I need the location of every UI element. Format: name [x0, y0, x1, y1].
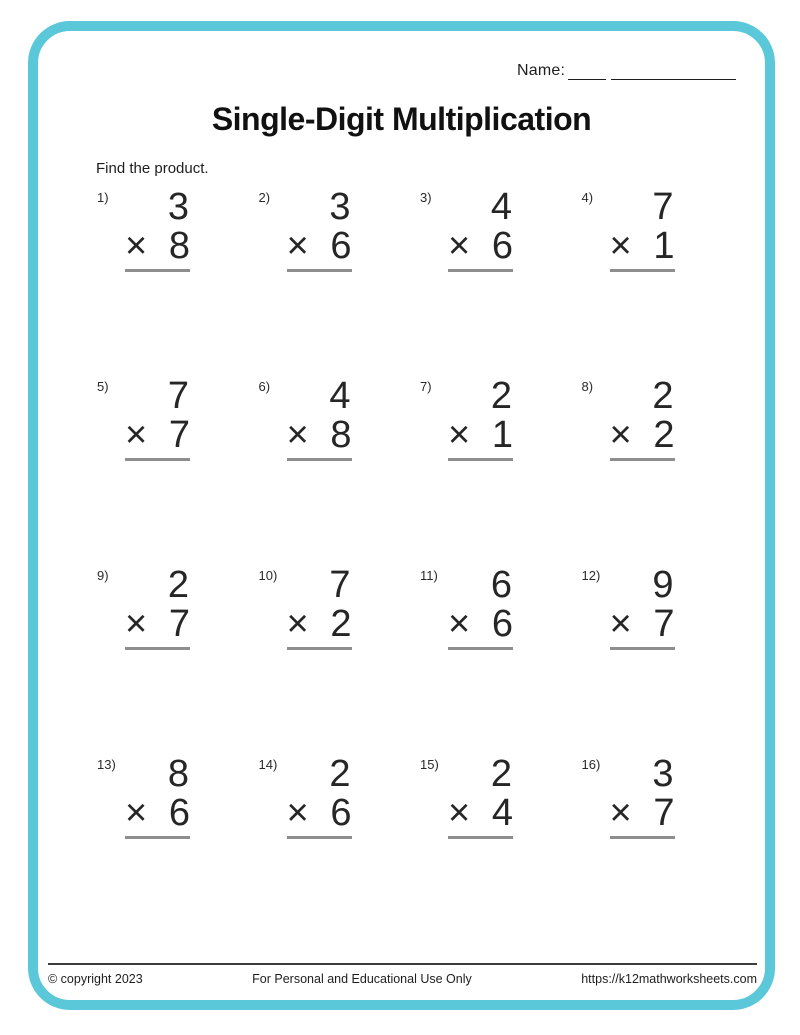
multiply-icon: ×: [609, 603, 632, 645]
multiply-icon: ×: [286, 603, 309, 645]
problem-number: 12): [581, 568, 601, 583]
multiply-icon: ×: [448, 414, 471, 456]
multiplicand: 7: [167, 375, 189, 417]
multiplicand: 2: [652, 375, 674, 417]
name-line: [568, 61, 606, 80]
page-title: Single-Digit Multiplication: [211, 101, 592, 137]
problem-number: 8): [581, 379, 594, 394]
multiplier: 2: [653, 414, 675, 456]
multiplicand: 9: [652, 564, 674, 606]
problem-number: 9): [97, 568, 109, 583]
multiplier: 6: [168, 792, 190, 834]
problem-number: 13): [97, 757, 116, 772]
site-url[interactable]: https://k12mathworksheets.com: [581, 972, 757, 986]
problem-number: 5): [97, 379, 109, 394]
multiplier: 7: [168, 603, 190, 645]
footer-rule: [48, 972, 757, 986]
problem-cell: [582, 186, 744, 375]
multiplier: 2: [330, 603, 352, 645]
problem-number: 4): [581, 190, 594, 205]
problem-cell: [97, 753, 259, 942]
multiplicand: 3: [652, 753, 674, 795]
multiply-icon: ×: [609, 792, 632, 834]
problem-number: 16): [581, 757, 601, 772]
multiplier: 8: [330, 414, 352, 456]
answer-line: [125, 458, 190, 461]
problem-cell: [97, 564, 259, 753]
problem-number: 11): [420, 568, 438, 583]
answer-line: [287, 836, 352, 839]
multiplier: 6: [330, 792, 352, 834]
answer-line: [448, 269, 513, 272]
problem-cell: [420, 753, 582, 942]
answer-line: [125, 836, 190, 839]
problem-number: 15): [420, 757, 439, 772]
name-field: [517, 58, 736, 80]
multiplicand: 3: [329, 186, 351, 228]
multiplier: 7: [653, 792, 675, 834]
problem-cell: [420, 564, 582, 753]
multiply-icon: ×: [125, 792, 148, 834]
multiplicand: 3: [167, 186, 189, 228]
answer-line: [610, 458, 675, 461]
instruction-text: Find the product.: [96, 160, 209, 177]
footer: [48, 963, 757, 986]
problem-number: 1): [97, 190, 109, 205]
multiplicand: 8: [167, 753, 189, 795]
answer-line: [448, 458, 513, 461]
multiply-icon: ×: [286, 792, 309, 834]
multiplicand: 2: [329, 753, 351, 795]
multiplier: 7: [653, 603, 675, 645]
answer-line: [287, 647, 352, 650]
problem-number: 7): [420, 379, 432, 394]
answer-line: [448, 836, 513, 839]
problem-cell: [259, 753, 421, 942]
multiply-icon: ×: [448, 603, 471, 645]
multiplier: 6: [491, 225, 513, 267]
multiply-icon: ×: [609, 225, 632, 267]
problem-number: 3): [420, 190, 432, 205]
multiplicand: 4: [329, 375, 351, 417]
problem-cell: [582, 753, 744, 942]
multiply-icon: ×: [125, 414, 148, 456]
problem-cell: [420, 375, 582, 564]
name-label: Name:: [517, 62, 566, 79]
multiplicand: 2: [490, 375, 512, 417]
multiplier: 1: [491, 414, 513, 456]
answer-line: [610, 836, 675, 839]
copyright-text: © copyright 2023: [48, 972, 143, 986]
multiplier: 8: [168, 225, 190, 267]
problem-number: 6): [258, 379, 271, 394]
problem-number: 14): [258, 757, 278, 772]
problem-cell: [582, 375, 744, 564]
answer-line: [125, 647, 190, 650]
multiply-icon: ×: [448, 225, 471, 267]
problem-cell: [97, 186, 259, 375]
multiplier: 7: [168, 414, 190, 456]
multiplier: 1: [653, 225, 675, 267]
name-line: [611, 61, 736, 80]
problem-cell: [259, 186, 421, 375]
problem-cell: [420, 186, 582, 375]
problem-cell: [259, 375, 421, 564]
problem-cell: [259, 564, 421, 753]
multiplicand: 6: [490, 564, 512, 606]
problem-cell: [97, 375, 259, 564]
answer-line: [610, 269, 675, 272]
answer-line: [125, 269, 190, 272]
answer-line: [610, 647, 675, 650]
answer-line: [287, 269, 352, 272]
multiply-icon: ×: [286, 414, 309, 456]
multiplicand: 2: [167, 564, 189, 606]
answer-line: [448, 647, 513, 650]
multiply-icon: ×: [609, 414, 632, 456]
multiplier: 4: [491, 792, 513, 834]
multiplicand: 4: [490, 186, 512, 228]
multiply-icon: ×: [125, 603, 148, 645]
multiply-icon: ×: [448, 792, 471, 834]
multiplicand: 7: [652, 186, 674, 228]
problem-number: 10): [258, 568, 278, 583]
problem-number: 2): [258, 190, 271, 205]
multiplicand: 7: [329, 564, 351, 606]
multiplier: 6: [491, 603, 513, 645]
usage-text: For Personal and Educational Use Only: [252, 972, 472, 986]
multiplier: 6: [330, 225, 352, 267]
multiply-icon: ×: [125, 225, 148, 267]
answer-line: [287, 458, 352, 461]
multiplicand: 2: [490, 753, 512, 795]
multiply-icon: ×: [286, 225, 309, 267]
problems-grid: [97, 186, 743, 942]
problem-cell: [582, 564, 744, 753]
